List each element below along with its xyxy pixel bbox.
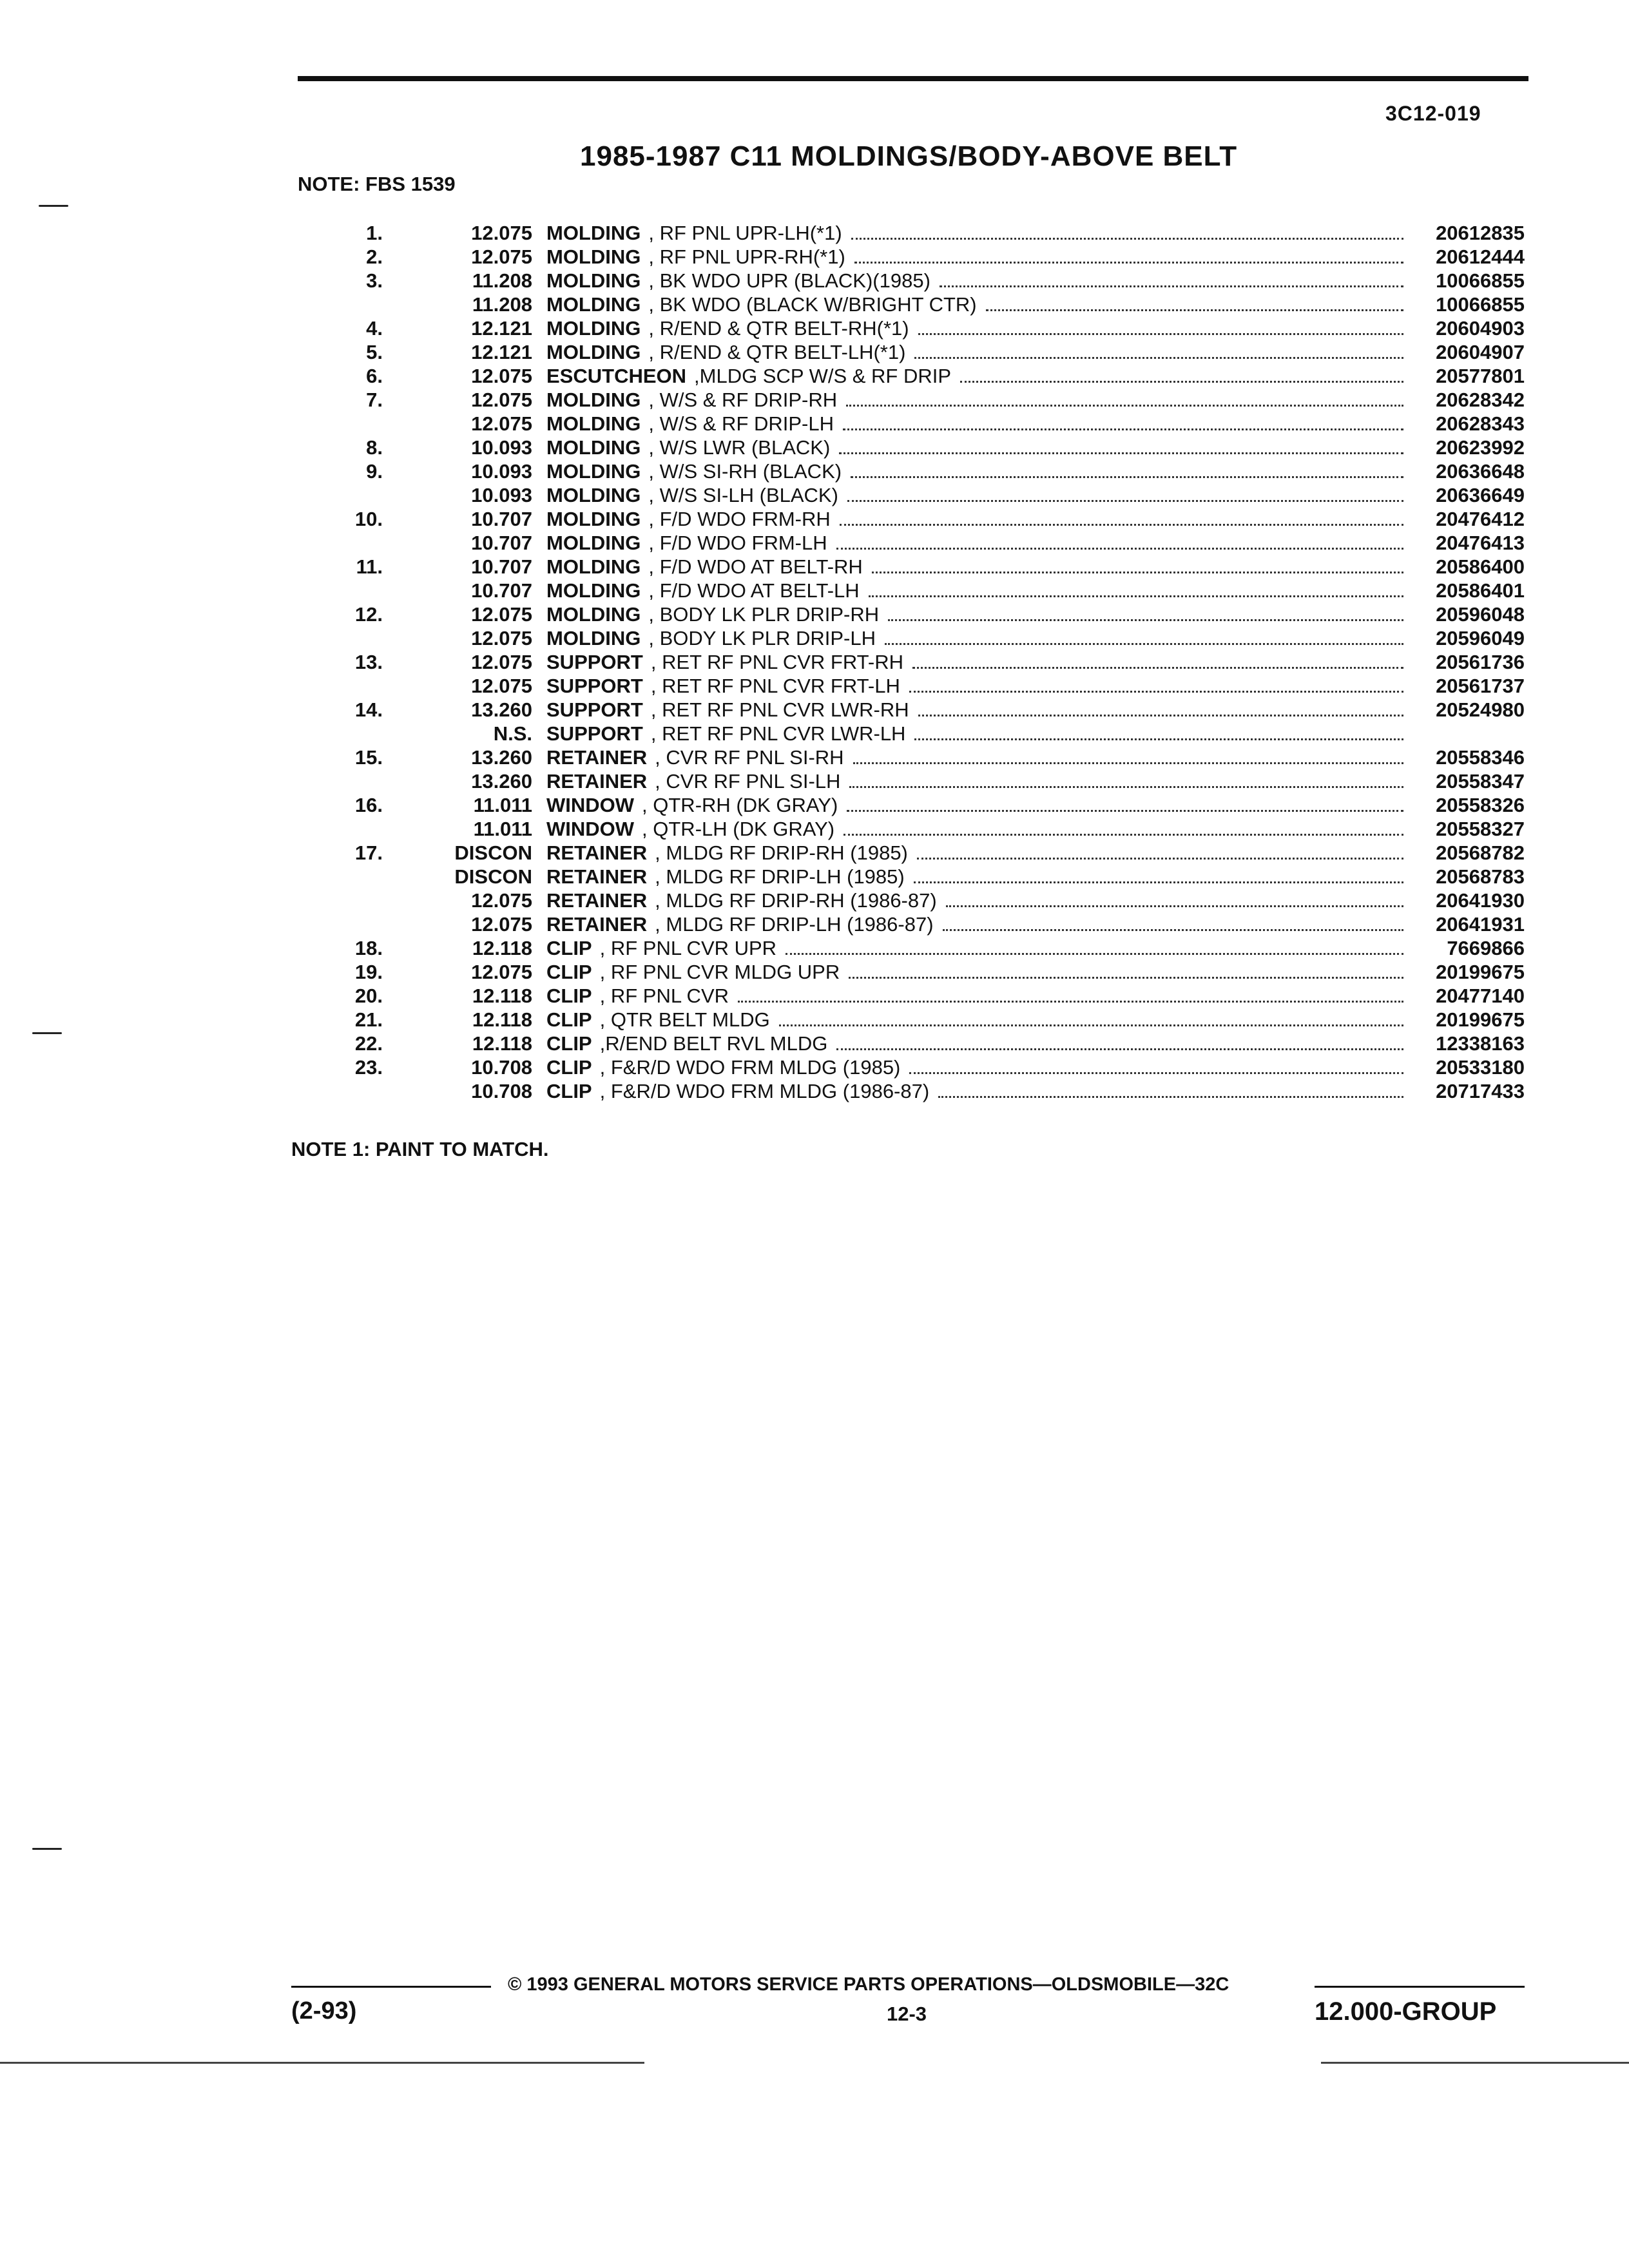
group-number: 12.121 xyxy=(471,341,532,363)
part-detail: ,MLDG SCP W/S & RF DRIP xyxy=(694,365,952,387)
item-number: 16. xyxy=(354,794,383,816)
dot-leader xyxy=(909,1058,1403,1074)
part-number: 20623992 xyxy=(1436,436,1525,459)
group-number: N.S. xyxy=(493,722,532,745)
part-name: MOLDING xyxy=(546,293,641,316)
part-description xyxy=(546,698,1411,722)
item-number: 22. xyxy=(354,1032,383,1055)
footer-rule-right xyxy=(1315,1986,1525,1988)
page-title: 1985-1987 C11 MOLDINGS/BODY-ABOVE BELT xyxy=(580,140,1238,172)
part-name: WINDOW xyxy=(546,794,635,816)
part-description xyxy=(546,841,1411,865)
group-number: 12.075 xyxy=(471,889,532,912)
item-number: 3. xyxy=(366,269,383,292)
group-number: 10.093 xyxy=(471,484,532,506)
part-number: 10066855 xyxy=(1436,269,1525,292)
part-description xyxy=(546,722,1411,745)
part-detail: , F/D WDO AT BELT-RH xyxy=(648,555,863,578)
dot-leader xyxy=(849,963,1403,979)
part-name: MOLDING xyxy=(546,555,641,578)
part-row xyxy=(348,627,1525,651)
part-row xyxy=(348,555,1525,579)
part-description xyxy=(546,985,1411,1008)
part-name: RETAINER xyxy=(546,889,648,912)
footer-copyright: © 1993 GENERAL MOTORS SERVICE PARTS OPERATIONS—OLDSMOBILE—32C xyxy=(508,1974,1229,1995)
dot-leader xyxy=(843,414,1403,430)
part-description xyxy=(546,460,1411,483)
part-name: MOLDING xyxy=(546,436,641,459)
part-detail: , RET RF PNL CVR LWR-LH xyxy=(650,722,906,745)
part-name: CLIP xyxy=(546,985,592,1007)
part-detail: , W/S SI-RH (BLACK) xyxy=(648,460,842,483)
part-row xyxy=(348,341,1525,365)
part-description xyxy=(546,293,1411,316)
part-description xyxy=(546,651,1411,674)
part-detail: , BODY LK PLR DRIP-LH xyxy=(648,627,876,649)
item-number: 1. xyxy=(366,222,383,244)
part-row xyxy=(348,985,1525,1008)
part-detail: , W/S & RF DRIP-LH xyxy=(648,412,834,435)
part-number: 20586400 xyxy=(1436,555,1525,578)
part-number: 20636648 xyxy=(1436,460,1525,483)
part-detail: , QTR BELT MLDG xyxy=(599,1008,770,1031)
part-number: 20641930 xyxy=(1436,889,1525,912)
part-detail: , RF PNL UPR-LH(*1) xyxy=(648,222,842,244)
item-number: 6. xyxy=(366,365,383,387)
part-number: 20199675 xyxy=(1436,961,1525,983)
header-note: NOTE: FBS 1539 xyxy=(298,173,456,195)
part-description xyxy=(546,889,1411,912)
part-row xyxy=(348,508,1525,532)
item-number: 23. xyxy=(354,1056,383,1079)
item-number: 17. xyxy=(354,841,383,864)
group-number: 13.260 xyxy=(471,746,532,769)
dot-leader xyxy=(918,700,1403,716)
part-name: MOLDING xyxy=(546,245,641,268)
dot-leader xyxy=(854,247,1403,264)
dot-leader xyxy=(909,677,1403,693)
binder-hole-mark xyxy=(32,1032,62,1034)
part-detail: , RET RF PNL CVR FRT-LH xyxy=(650,675,900,697)
part-description xyxy=(546,222,1411,245)
dot-leader xyxy=(888,605,1403,621)
part-name: RETAINER xyxy=(546,770,648,793)
dot-leader xyxy=(914,343,1403,359)
part-description xyxy=(546,818,1411,841)
part-row xyxy=(348,460,1525,484)
part-row xyxy=(348,436,1525,460)
group-number: 10.707 xyxy=(471,579,532,602)
part-row xyxy=(348,961,1525,985)
part-number: 20476412 xyxy=(1436,508,1525,530)
part-number: 20561736 xyxy=(1436,651,1525,673)
part-detail: , F/D WDO AT BELT-LH xyxy=(648,579,860,602)
part-number: 20612835 xyxy=(1436,222,1525,244)
part-name: CLIP xyxy=(546,1080,592,1102)
part-number: 20533180 xyxy=(1436,1056,1525,1079)
group-number: 13.260 xyxy=(471,770,532,793)
part-detail: , MLDG RF DRIP-RH (1986-87) xyxy=(655,889,937,912)
part-description xyxy=(546,365,1411,388)
group-number: 12.075 xyxy=(471,913,532,936)
part-description xyxy=(546,913,1411,936)
item-number: 15. xyxy=(354,746,383,769)
dot-leader xyxy=(914,867,1403,883)
part-number: 20568783 xyxy=(1436,865,1525,888)
group-number: 10.708 xyxy=(471,1080,532,1102)
part-row xyxy=(348,698,1525,722)
part-row xyxy=(348,484,1525,508)
part-name: SUPPORT xyxy=(546,675,643,697)
part-number: 20717433 xyxy=(1436,1080,1525,1102)
item-number: 10. xyxy=(354,508,383,530)
group-number: 12.075 xyxy=(471,961,532,983)
dot-leader xyxy=(847,486,1403,502)
group-number: 10.707 xyxy=(471,508,532,530)
dot-leader xyxy=(836,1034,1403,1050)
part-row xyxy=(348,1032,1525,1056)
part-number: 20558326 xyxy=(1436,794,1525,816)
group-number: 12.121 xyxy=(471,317,532,340)
part-name: MOLDING xyxy=(546,341,641,363)
part-row xyxy=(348,412,1525,436)
part-description xyxy=(546,1056,1411,1079)
part-description xyxy=(546,746,1411,769)
part-name: CLIP xyxy=(546,1032,592,1055)
dot-leader xyxy=(940,271,1403,287)
part-row xyxy=(348,746,1525,770)
part-detail: ,R/END BELT RVL MLDG xyxy=(599,1032,828,1055)
dot-leader xyxy=(843,820,1403,836)
part-number: 20477140 xyxy=(1436,985,1525,1007)
part-description xyxy=(546,484,1411,507)
group-number: 13.260 xyxy=(471,698,532,721)
part-description xyxy=(546,865,1411,889)
part-row xyxy=(348,1008,1525,1032)
dot-leader xyxy=(779,1010,1403,1026)
part-detail: , R/END & QTR BELT-RH(*1) xyxy=(648,317,909,340)
group-number: 12.075 xyxy=(471,365,532,387)
part-row xyxy=(348,269,1525,293)
part-number: 20558346 xyxy=(1436,746,1525,769)
part-description xyxy=(546,579,1411,602)
group-number: DISCON xyxy=(454,865,532,888)
part-name: MOLDING xyxy=(546,579,641,602)
dot-leader xyxy=(847,796,1403,812)
dot-leader xyxy=(960,367,1403,383)
dot-leader xyxy=(839,438,1403,454)
item-number: 12. xyxy=(354,603,383,626)
footer-rule-left xyxy=(291,1986,491,1988)
group-number: 10.093 xyxy=(471,436,532,459)
footer-date: (2-93) xyxy=(291,1997,357,2024)
bottom-rule-right xyxy=(1321,2062,1629,2064)
group-number: DISCON xyxy=(454,841,532,864)
part-detail: , QTR-LH (DK GRAY) xyxy=(642,818,835,840)
group-number: 12.118 xyxy=(472,1032,532,1055)
part-description xyxy=(546,794,1411,817)
group-number: 12.075 xyxy=(471,412,532,435)
dot-leader xyxy=(946,891,1403,907)
part-row xyxy=(348,889,1525,913)
part-number: 20586401 xyxy=(1436,579,1525,602)
part-row xyxy=(348,603,1525,627)
group-number: 10.708 xyxy=(471,1056,532,1079)
part-row xyxy=(348,913,1525,937)
item-number: 20. xyxy=(354,985,383,1007)
part-detail: , MLDG RF DRIP-RH (1985) xyxy=(655,841,908,864)
part-detail: , CVR RF PNL SI-RH xyxy=(655,746,844,769)
dot-leader xyxy=(853,748,1403,764)
group-number: 10.707 xyxy=(471,555,532,578)
part-number: 20628342 xyxy=(1436,389,1525,411)
part-name: CLIP xyxy=(546,961,592,983)
dot-leader xyxy=(885,629,1403,645)
part-detail: , W/S SI-LH (BLACK) xyxy=(648,484,838,506)
part-description xyxy=(546,269,1411,293)
dot-leader xyxy=(786,939,1403,955)
part-row xyxy=(348,818,1525,841)
part-name: MOLDING xyxy=(546,412,641,435)
part-detail: , MLDG RF DRIP-LH (1985) xyxy=(655,865,905,888)
part-detail: , F&R/D WDO FRM MLDG (1985) xyxy=(599,1056,901,1079)
part-description xyxy=(546,412,1411,436)
part-detail: , RF PNL CVR UPR xyxy=(599,937,777,959)
group-number: 12.075 xyxy=(471,222,532,244)
part-name: MOLDING xyxy=(546,222,641,244)
dot-leader xyxy=(938,1082,1403,1098)
group-number: 12.118 xyxy=(472,937,532,959)
part-row xyxy=(348,722,1525,746)
group-number: 11.208 xyxy=(472,293,532,316)
part-row xyxy=(348,579,1525,603)
part-description xyxy=(546,603,1411,626)
dot-leader xyxy=(917,843,1403,860)
item-number: 8. xyxy=(366,436,383,459)
part-description xyxy=(546,1008,1411,1032)
footnote: NOTE 1: PAINT TO MATCH. xyxy=(291,1138,549,1160)
part-name: MOLDING xyxy=(546,532,641,554)
part-number: 20604907 xyxy=(1436,341,1525,363)
part-number: 7669866 xyxy=(1447,937,1525,959)
part-description xyxy=(546,675,1411,698)
part-number: 20628343 xyxy=(1436,412,1525,435)
part-description xyxy=(546,770,1411,793)
group-number: 12.075 xyxy=(471,389,532,411)
part-name: ESCUTCHEON xyxy=(546,365,687,387)
part-row xyxy=(348,293,1525,317)
part-row xyxy=(348,1056,1525,1080)
part-name: MOLDING xyxy=(546,603,641,626)
group-number: 12.075 xyxy=(471,245,532,268)
group-number: 12.118 xyxy=(472,1008,532,1031)
part-number: 20636649 xyxy=(1436,484,1525,506)
part-description xyxy=(546,341,1411,364)
part-detail: , W/S LWR (BLACK) xyxy=(648,436,831,459)
part-detail: , BK WDO (BLACK W/BRIGHT CTR) xyxy=(648,293,977,316)
part-detail: , RF PNL CVR MLDG UPR xyxy=(599,961,840,983)
group-number: 12.075 xyxy=(471,651,532,673)
part-row xyxy=(348,389,1525,412)
part-name: RETAINER xyxy=(546,865,648,888)
group-number: 12.075 xyxy=(471,627,532,649)
binder-hole-mark xyxy=(39,205,68,207)
item-number: 18. xyxy=(354,937,383,959)
page-code: 3C12-019 xyxy=(1385,102,1481,125)
top-rule xyxy=(298,76,1528,81)
part-number: 10066855 xyxy=(1436,293,1525,316)
item-number: 9. xyxy=(366,460,383,483)
part-row xyxy=(348,675,1525,698)
part-description xyxy=(546,389,1411,412)
part-description xyxy=(546,627,1411,650)
item-number: 14. xyxy=(354,698,383,721)
dot-leader xyxy=(846,390,1403,407)
dot-leader xyxy=(840,510,1403,526)
group-number: 11.011 xyxy=(473,794,532,816)
part-row xyxy=(348,317,1525,341)
dot-leader xyxy=(851,462,1403,478)
part-number: 20641931 xyxy=(1436,913,1525,936)
footer-group: 12.000-GROUP xyxy=(1315,1997,1497,2026)
part-description xyxy=(546,245,1411,269)
part-name: CLIP xyxy=(546,1008,592,1031)
part-detail: , RF PNL CVR xyxy=(599,985,729,1007)
part-description xyxy=(546,1032,1411,1055)
part-number: 12338163 xyxy=(1436,1032,1525,1055)
item-number: 5. xyxy=(366,341,383,363)
part-number: 20524980 xyxy=(1436,698,1525,721)
part-name: RETAINER xyxy=(546,841,648,864)
part-row xyxy=(348,365,1525,389)
item-number: 13. xyxy=(354,651,383,673)
group-number: 12.075 xyxy=(471,675,532,697)
part-row xyxy=(348,937,1525,961)
part-detail: , CVR RF PNL SI-LH xyxy=(655,770,841,793)
part-number: 20558327 xyxy=(1436,818,1525,840)
part-number: 20558347 xyxy=(1436,770,1525,793)
part-row xyxy=(348,770,1525,794)
dot-leader xyxy=(914,724,1403,740)
part-row xyxy=(348,841,1525,865)
part-name: MOLDING xyxy=(546,317,641,340)
part-detail: , QTR-RH (DK GRAY) xyxy=(642,794,838,816)
part-name: CLIP xyxy=(546,1056,592,1079)
part-description xyxy=(546,436,1411,459)
part-name: MOLDING xyxy=(546,389,641,411)
part-name: MOLDING xyxy=(546,484,641,506)
item-number: 21. xyxy=(354,1008,383,1031)
dot-leader xyxy=(872,557,1403,573)
bottom-rule-left xyxy=(0,2062,644,2064)
part-number: 20604903 xyxy=(1436,317,1525,340)
part-detail: , RET RF PNL CVR LWR-RH xyxy=(650,698,909,721)
part-description xyxy=(546,555,1411,579)
part-detail: , F/D WDO FRM-LH xyxy=(648,532,827,554)
part-detail: , F&R/D WDO FRM MLDG (1986-87) xyxy=(599,1080,930,1102)
part-number: 20577801 xyxy=(1436,365,1525,387)
part-name: CLIP xyxy=(546,937,592,959)
part-description xyxy=(546,1080,1411,1103)
group-number: 10.093 xyxy=(471,460,532,483)
group-number: 11.011 xyxy=(473,818,532,840)
part-detail: , RET RF PNL CVR FRT-RH xyxy=(650,651,903,673)
part-number: 20612444 xyxy=(1436,245,1525,268)
part-detail: , R/END & QTR BELT-LH(*1) xyxy=(648,341,906,363)
parts-list xyxy=(348,222,1525,1104)
part-row xyxy=(348,794,1525,818)
dot-leader xyxy=(918,319,1403,335)
dot-leader xyxy=(738,986,1403,1003)
item-number: 11. xyxy=(356,555,383,578)
group-number: 10.707 xyxy=(471,532,532,554)
part-number: 20476413 xyxy=(1436,532,1525,554)
part-number: 20568782 xyxy=(1436,841,1525,864)
part-detail: , W/S & RF DRIP-RH xyxy=(648,389,838,411)
item-number: 19. xyxy=(354,961,383,983)
part-detail: , BODY LK PLR DRIP-RH xyxy=(648,603,880,626)
part-row xyxy=(348,222,1525,245)
part-name: RETAINER xyxy=(546,746,648,769)
part-description xyxy=(546,317,1411,340)
group-number: 12.118 xyxy=(472,985,532,1007)
part-number: 20561737 xyxy=(1436,675,1525,697)
part-row xyxy=(348,651,1525,675)
part-detail: , F/D WDO FRM-RH xyxy=(648,508,831,530)
dot-leader xyxy=(836,533,1403,550)
part-description xyxy=(546,508,1411,531)
part-row xyxy=(348,865,1525,889)
part-name: WINDOW xyxy=(546,818,635,840)
part-description xyxy=(546,532,1411,555)
part-name: SUPPORT xyxy=(546,698,643,721)
dot-leader xyxy=(912,653,1403,669)
part-description xyxy=(546,937,1411,960)
item-number: 4. xyxy=(366,317,383,340)
dot-leader xyxy=(986,295,1403,311)
dot-leader xyxy=(943,915,1403,931)
part-name: RETAINER xyxy=(546,913,648,936)
item-number: 7. xyxy=(366,389,383,411)
part-name: SUPPORT xyxy=(546,651,643,673)
binder-hole-mark xyxy=(32,1848,62,1850)
part-detail: , RF PNL UPR-RH(*1) xyxy=(648,245,845,268)
dot-leader xyxy=(851,224,1403,240)
part-number: 20199675 xyxy=(1436,1008,1525,1031)
footer-page-number: 12-3 xyxy=(887,2003,927,2025)
part-number: 20596048 xyxy=(1436,603,1525,626)
part-detail: , BK WDO UPR (BLACK)(1985) xyxy=(648,269,930,292)
part-description xyxy=(546,961,1411,984)
part-row xyxy=(348,532,1525,555)
part-name: MOLDING xyxy=(546,508,641,530)
part-name: MOLDING xyxy=(546,460,641,483)
part-row xyxy=(348,245,1525,269)
item-number: 2. xyxy=(366,245,383,268)
part-name: MOLDING xyxy=(546,627,641,649)
part-detail: , MLDG RF DRIP-LH (1986-87) xyxy=(655,913,934,936)
dot-leader xyxy=(869,581,1403,597)
group-number: 12.075 xyxy=(471,603,532,626)
dot-leader xyxy=(849,772,1403,788)
part-name: SUPPORT xyxy=(546,722,643,745)
part-name: MOLDING xyxy=(546,269,641,292)
part-row xyxy=(348,1080,1525,1104)
group-number: 11.208 xyxy=(472,269,532,292)
part-number: 20596049 xyxy=(1436,627,1525,649)
